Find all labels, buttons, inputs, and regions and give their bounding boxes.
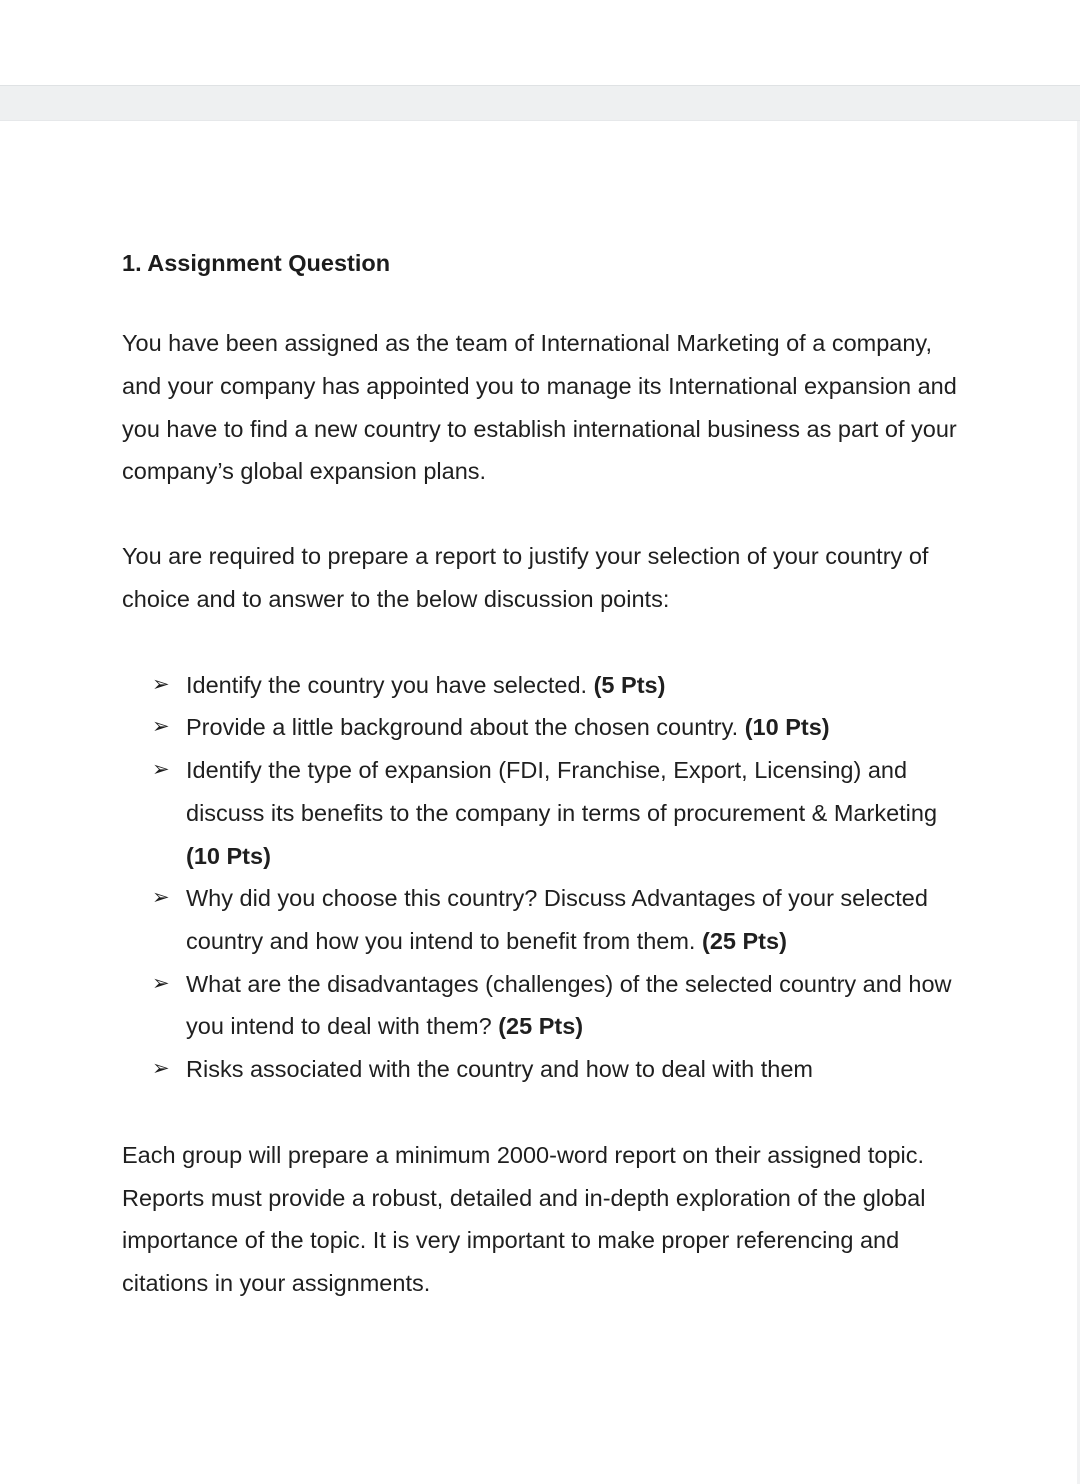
intro-paragraph: You have been assigned as the team of International Marketing of a company, and your company has appointed you to manage its International expansion and you have to find a new country to establish international business as part of your company’s global expansion plans. [122, 330, 957, 485]
list-item [122, 877, 962, 962]
arrowhead-bullet-icon: ➢ [152, 1057, 170, 1081]
list-item [122, 1048, 962, 1091]
requirement-paragraph: You are required to prepare a report to justify your selection of your country of choice and to answer to the below discussion points: [122, 543, 929, 612]
report-requirements-paragraph: Each group will prepare a minimum 2000-word report on their assigned topic. Reports must provide a robust, detailed and in-depth exploration of the global importance of the topic. It is very important to make proper referencing and citations in your assignments. [122, 1141, 926, 1297]
list-item-text: Identify the type of expansion (FDI, Franchise, Export, Licensing) and discuss its benefits to the company in terms of procurement & Marketing [186, 757, 938, 826]
arrowhead-bullet-icon: ➢ [152, 971, 170, 995]
arrowhead-bullet-icon: ➢ [152, 672, 170, 696]
arrowhead-bullet-icon: ➢ [152, 758, 170, 782]
page-title: 1. Assignment Question [122, 250, 391, 276]
points-badge: (25 Pts) [702, 928, 787, 954]
list-item [122, 749, 962, 877]
points-badge: (25 Pts) [498, 1013, 584, 1040]
points-badge: (5 Pts) [593, 671, 666, 698]
list-item-text: Why did you choose this country? Discuss Advantages of your selected country and how you intend to benefit from them. [186, 885, 928, 954]
list-item-text: Provide a little background about the chosen country. [186, 714, 739, 741]
previous-page-bottom [0, 0, 1080, 85]
list-item-text: What are the disadvantages (challenges) of the selected country and how you intend to deal with them? [186, 970, 952, 1040]
arrowhead-bullet-icon: ➢ [152, 715, 170, 739]
discussion-points-list [122, 664, 962, 1091]
arrowhead-bullet-icon: ➢ [152, 886, 170, 910]
points-badge: (10 Pts) [744, 714, 830, 741]
list-item-text: Risks associated with the country and how to deal with them [186, 1056, 813, 1083]
document-page [122, 244, 962, 1305]
page-separator [0, 85, 1080, 121]
list-item-text: Identify the country you have selected. [186, 671, 588, 698]
list-item [122, 963, 962, 1048]
points-badge: (10 Pts) [186, 842, 271, 869]
list-item [122, 706, 962, 749]
list-item [122, 664, 962, 707]
